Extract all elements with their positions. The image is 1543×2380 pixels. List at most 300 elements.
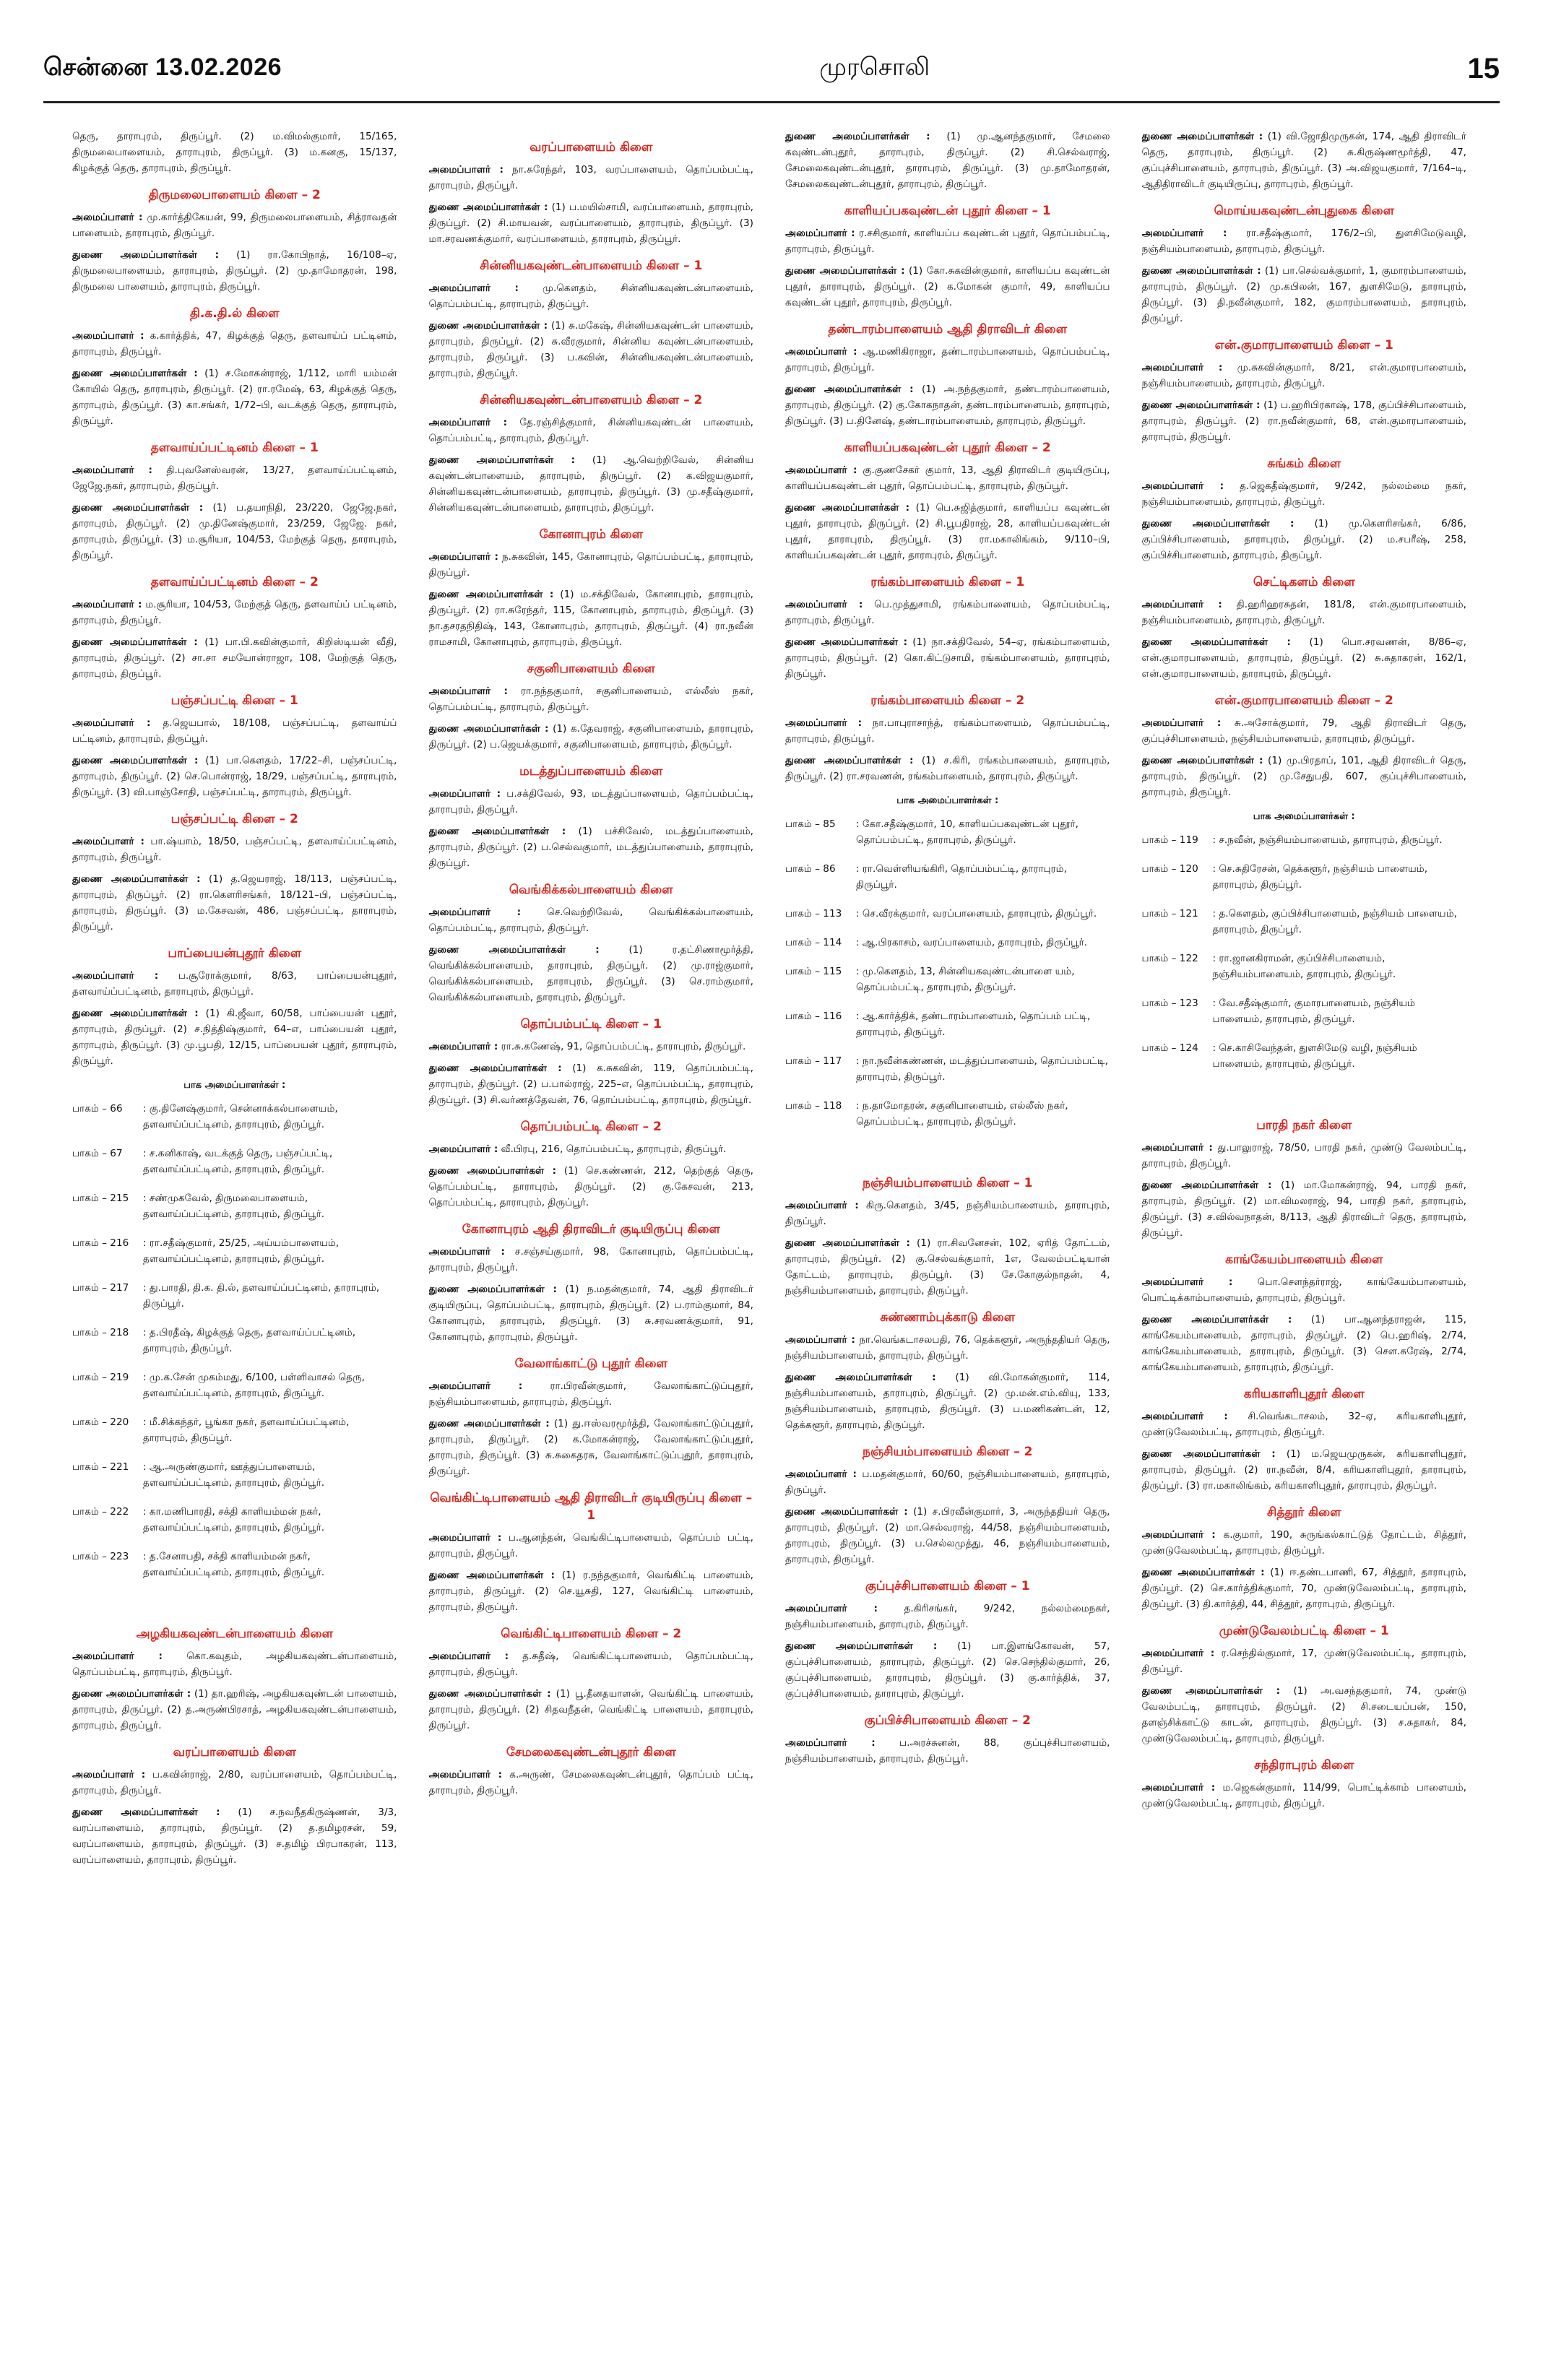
booth-organiser: : ரா.சதீஷ்குமார், 25/25, அய்யம்பாளையம், தளவாய்ப்பட்டினம், தாராபுரம், திருப்பூர். [143,1237,340,1265]
booth-number: பாகம் – 115 [785,966,842,977]
entry-paragraph [785,225,1110,257]
entry-text: (1) ப.ஹரிபிரகாஷ், 178, குப்பிச்சிபாளையம், தாராபுரம், திருப்பூர். (2) ரா.நவீன்குமார், 68, என்.குமாரபாளையம், தாராபுரம், திருப்பூர். [1141,399,1466,443]
booth-entry [1142,1040,1467,1072]
entry-text: (1) ச.மோகன்ராஜ், 1/112, மாரி யம்மன் கோயில் தெரு, தாராபுரம், திருப்பூர். (2) ரா.ரமேஷ், 63, கிழக்குத் தெரு, தாராபுரம், திருப்பூர். (3) கா.சங்கர், 1/72–பி, வடக்குத் தெரு, தாராபுரம், திருப்பூர். [72,368,397,427]
entry-paragraph [785,597,1110,628]
role-label: துணை அமைப்பாளர்கள் : [428,589,554,600]
booth-entry [72,1146,397,1177]
booth-entry [72,1325,397,1356]
booth-organiser: : ஆ.பிரகாசம், வரப்பாளையம், தாராபுரம், திருப்பூர். [856,937,1088,948]
role-label: அமைப்பாளர் : [428,1532,502,1544]
booth-number: பாகம் – 217 [72,1282,129,1294]
booth-number: பாகம் – 218 [72,1327,129,1338]
entry-text: (1) ரா.சிவனேசன், 102, ஏரித் தோட்டம், தாராபுரம், திருப்பூர். (2) கு.செல்வக்குமார், 1எ, வேலம்பட்டியான் தோட்டம், தாராபுரம், திருப்பூர். (3) சே.கோகுல்நாதன், 4, நஞ்சியம்பாளையம், தாராபுரம், திருப்பூர். [785,1237,1110,1297]
role-label: அமைப்பாளர் : [1141,1782,1216,1793]
booth-organiser: : கோ.சதீஷ்குமார், 10, காளியப்பகவுண்டன் புதூர், தொப்பம்பட்டி, தாராபுரம், திருப்பூர். [856,818,1079,846]
masthead [43,43,1500,94]
branch-heading: அழகியகவுண்டன்பாளையம் கிளை [136,1627,333,1641]
branch-heading: பாப்பையன்புதூர் கிளை [168,946,302,961]
booth-organiser: : சண்முகவேல், திருமலைபாளையம், தளவாய்ப்பட்டினம், தாராபுரம், திருப்பூர். [143,1193,325,1220]
booth-entry [1142,995,1467,1027]
entry-paragraph [1142,597,1467,628]
entry-text: மு.கௌதம், சின்னியகவுண்டன்பாளையம், தொப்பம்பட்டி, தாராபுரம், திருப்பூர். [428,282,753,310]
booth-entry [72,1190,397,1222]
booth-number: பாகம் – 124 [1141,1042,1198,1054]
role-label: துணை அமைப்பாளர்கள் : [785,1237,910,1249]
branch-heading: தொப்பம்பட்டி கிளை – 2 [520,1120,662,1134]
booth-entry [1142,832,1467,848]
booth-number: பாகம் – 121 [1141,908,1198,919]
entry-paragraph [429,1163,754,1211]
branch-heading: சுண்ணாம்புக்காடு கிளை [880,1310,1016,1325]
entry-text: ர.செந்தில்குமார், 17, முண்டுவேலம்பட்டி, தாராபுரம், திருப்பூர். [1141,1648,1466,1675]
entry-paragraph [429,1244,754,1276]
entry-text: (1) ச.பிரவீன்குமார், 3, அருந்ததியர் தெரு, தாராபுரம், திருப்பூர். (2) மா.செல்வராஜ், 44/58, நஞ்சியம்பாளையம், தாராபுரம், திருப்பூர். (3) ப.செல்லமுத்து, 46, நஞ்சியம்பாளையம், தாராபுரம், திருப்பூர். [785,1506,1110,1565]
entry-paragraph [429,415,754,446]
entry-text: (1) மா.மோகன்ராஜ், 94, பாரதி நகர், தாராபுரம், திருப்பூர். (2) மா.விமலராஜ், 94, பாரதி நகர், தாராபுரம், திருப்பூர். (3) ச.வில்வநாதன், 8/113, ஆதி திராவிடர் தெரு, தாராபுரம், திருப்பூர். [1141,1180,1466,1239]
entry-paragraph [72,634,397,682]
booth-number: பாகம் – 123 [1141,998,1198,1009]
entry-text: (1) கோ.சுகவின்குமார், காளியப்ப கவுண்டன் புதூர், தாராபுரம், திருப்பூர். (2) க.மோகன் குமார், 49, காளியப்ப கவுண்டன் புதூர், தாராபுரம், திருப்பூர். [785,265,1110,308]
entry-text: ம.ஜெகன்குமார், 114/99, பொட்டிக்காம் பாளையம், முண்டுவேலம்பட்டி, தாராபுரம், திருப்பூர். [1141,1782,1466,1809]
entry-paragraph [429,1416,754,1479]
entry-text: (1) கி.ஜீவா, 60/58, பாப்பையன் புதூர், தாராபுரம், திருப்பூர். (2) ச.நித்திஷ்குமார், 64–எ, பாப்பையன் புதூர், தாராபுரம், திருப்பூர். (3) மு.பூபதி, 12/15, பாப்பையன் புதூர், தாராபுரம், திருப்பூர். [72,1008,397,1067]
branch-heading: வேலாங்காட்டு புதூர் கிளை [514,1356,667,1371]
branch-heading: வெங்கிட்டிபாளையம் ஆதி திராவிடர் குடியிருப்பு கிளை – 1 [430,1491,753,1523]
entry-text: தெரு, தாராபுரம், திருப்பூர். (2) ம.விமல்குமார், 15/165, திருமலைபாளையம், தாராபுரம், திருப்பூர். (3) ம.கனகு, 15/137, கிழக்குத் தெரு, தாராபுரம், திருப்பூர். [72,131,397,174]
role-label: துணை அமைப்பாளர்கள் : [428,1165,557,1177]
entry-paragraph [429,1039,754,1055]
entry-text: செ.வெற்றிவேல், வெங்கிக்கல்பாளையம், தொப்பம்பட்டி, தாராபுரம், திருப்பூர். [428,906,753,934]
entry-paragraph [429,1141,754,1157]
entry-text: பொ.செளந்தர்ராஜ், காங்கேயம்பாளையம், பொட்டிக்காம்பாளையம், தாராபுரம், திருப்பூர். [1141,1276,1466,1304]
entry-paragraph [429,823,754,871]
booth-number: பாகம் – 216 [72,1237,129,1249]
role-label: துணை அமைப்பாளர்கள் : [785,265,905,277]
column-spacer [1142,1085,1467,1107]
entry-text: ஆ.மணிகிராஜா, தண்டாரம்பாளையம், தொப்பம்பட்டி, தாராபுரம், திருப்பூர். [785,346,1110,373]
column-3 [785,129,1110,2353]
booth-number: பாகம் – 117 [785,1055,842,1067]
entry-paragraph [72,1005,397,1069]
entry-paragraph [1142,129,1467,192]
article-columns [72,129,1466,2353]
role-label: துணை அமைப்பாளர்கள் : [72,1008,199,1019]
role-label: அமைப்பாளர் : [1141,1142,1213,1154]
role-label: துணை அமைப்பாளர்கள் : [785,1506,908,1518]
entry-paragraph [429,318,754,381]
entry-paragraph [785,1735,1110,1767]
booth-entry [72,1369,397,1401]
role-label: அமைப்பாளர் : [428,282,519,294]
entry-text: (1) அ.வசந்தகுமார், 74, முண்டு வேலம்பட்டி, தாராபுரம், திருப்பூர். (2) சி.சடையப்பன், 150, தளஞ்சிக்காட்டு காடன், தாராபுரம், திருப்பூர். (3) ச.சுதாகர், 84, முண்டுவேலம்பட்டி, தாராபுரம், திருப்பூர். [1141,1685,1466,1744]
role-label: அமைப்பாளர் : [72,1769,146,1780]
entry-text: (1) ந.மதன்குமார், 74, ஆதி திராவிடர் குடியிருப்பு, தொப்பம்பட்டி, தாராபுரம், திருப்பூர். (2) ப.ராம்குமார், 84, கோனாபுரம், தாராபுரம், திருப்பூர். (3) சு.சரவணக்குமார், 91, கோனாபுரம், தாராபுரம், திருப்பூர். [428,1284,753,1343]
role-label: துணை அமைப்பாளர்கள் : [72,1688,191,1700]
branch-heading: சித்தூர் கிளை [1267,1505,1341,1520]
booth-entry [785,1098,1110,1130]
entry-text: (1) பா.கௌதம், 17/22–சி, பஞ்சப்பட்டி, தாராபுரம், திருப்பூர். (2) செ.பொன்ராஜ், 18/29, பஞ்சப்பட்டி, தாராபுரம், திருப்பூர். (3) வி.பாஞ்சோதி, பஞ்சப்பட்டி, தாராபுரம், திருப்பூர். [72,755,397,798]
entry-text: (1) ம.ஜெயமுருகன், கரியகாளிபுதூர், தாராபுரம், திருப்பூர். (2) ரா.நவீன், 8/4, கரியகாளிபுதூர், தாராபுரம், திருப்பூர். (3) ரா.மகாலிங்கம், கரியகாளிபுதூர், தாராபுரம், திருப்பூர். [1141,1448,1466,1492]
branch-heading: பஞ்சப்பட்டி கிளை – 2 [170,812,298,826]
entry-paragraph [1142,397,1467,445]
booth-number: பாகம் – 221 [72,1461,129,1473]
entry-text: ச.சஞ்சய்குமார், 98, கோனாபுரம், தொப்பம்பட்டி, தாராபுரம், திருப்பூர். [428,1246,753,1273]
booth-number: பாகம் – 222 [72,1506,129,1518]
booth-organiser: : ரா.வெள்ளியங்கிரி, தொப்பம்பட்டி, தாராபுரம், திருப்பூர். [856,863,1067,891]
subsection-heading: பாக அமைப்பாளர்கள் : [183,1080,286,1091]
booth-entry [72,1504,397,1536]
entry-text: (1) பா.இளங்கோவன், 57, குப்புச்சிபாளையம், தாராபுரம், திருப்பூர். (2) செ.செந்தில்குமார், 26, குப்புச்சிபாளையம், தாராபுரம், திருப்பூர். (3) கு.கார்த்திக், 37, குப்புச்சிபாளையம், தாராபுரம், திருப்பூர். [785,1640,1110,1700]
booth-organiser: : செ.காசிவேந்தன், துளசிமேடு வழி, நஞ்சியம் பாளையம், தாராபுரம், திருப்பூர். [1212,1042,1417,1070]
booth-number: பாகம் – 215 [72,1193,129,1204]
entry-text: (1) ர.நந்தகுமார், வெங்கிட்டி பாளையம், தாராபுரம், திருப்பூர். (2) செ.யூசுதி, 127, வெங்கிட்டி பாளையம், தாராபுரம், திருப்பூர். [428,1570,753,1613]
branch-heading: நஞ்சியம்பாளையம் கிளை – 2 [863,1445,1033,1459]
entry-text: (1) அ.நந்தகுமார், தண்டாரம்பாளையம், தாராபுரம், திருப்பூர். (2) கு.கோகநாதன், தண்டாரம்பாளையம், தாராபுரம், திருப்பூர். (3) ப.தினேஷ், தண்டாரம்பாளையம், தாராபுரம், திருப்பூர். [785,384,1110,427]
entry-paragraph [1142,715,1467,747]
branch-heading: சேமலைகவுண்டன்புதூர் கிளை [506,1745,676,1760]
entry-text: (1) மு.பிரதாப், 101, ஆதி திராவிடர் தெரு, தாராபுரம், திருப்பூர். (2) மு.சேதுபதி, 607, குப்புச்சிபாளையம், தாராபுரம், திருப்பூர். [1141,755,1466,798]
entry-paragraph [785,1332,1110,1364]
entry-text: (1) க.சுகவின், 119, தொப்பம்பட்டி, தாராபுரம், திருப்பூர். (2) ப.பால்ராஜ், 225–எ, தொப்பம்பட்டி, தாராபுரம், திருப்பூர். (3) சி.வர்ணத்தேவன், 76, தொப்பம்பட்டி, தாராபுரம், திருப்பூர். [428,1063,753,1106]
entry-text: கொ.கவுதம், அழகியகவுண்டன்பாளையம், தொப்பம்பட்டி, தாராபுரம், திருப்பூர். [72,1650,397,1678]
entry-text: (1) ப.தயாநிதி, 23/220, ஜேஜே.நகர், தாராபுரம், திருப்பூர். (2) மு.தினேஷ்குமார், 23/259, ஜேஜே. நகர், தாராபுரம், திருப்பூர். (3) ம.சூரியா, 104/53, மேற்குத் தெரு, தாராபுரம், திருப்பூர். [72,502,397,561]
entry-text: ப.அரச்சுனன், 88, குப்புச்சிபாளையம், நஞ்சியம்பாளையம், தாராபுரம், திருப்பூர். [785,1737,1110,1765]
booth-organiser: : செ.வீரக்குமார், வரப்பாளையம், தாராபுரம், திருப்பூர். [856,908,1097,919]
branch-heading: காங்கேயம்பாளையம் கிளை [1225,1252,1383,1267]
branch-heading: பாரதி நகர் கிளை [1256,1118,1352,1133]
entry-paragraph [72,247,397,295]
role-label: துணை அமைப்பாளர்கள் : [72,873,201,885]
entry-paragraph [785,1369,1110,1433]
booth-organiser: : நா.நவீன்கண்ணன், மடத்துப்பாளையம், தொப்பம்பட்டி, தாராபுரம், திருப்பூர். [856,1055,1108,1083]
entry-paragraph [785,634,1110,682]
role-label: துணை அமைப்பாளர்கள் : [1141,265,1261,277]
branch-heading: சகுனிபாளையம் கிளை [527,662,655,676]
role-label: அமைப்பாளர் : [785,464,857,476]
entry-paragraph [1142,1274,1467,1306]
role-label: அமைப்பாளர் : [785,1200,859,1211]
role-label: துணை அமைப்பாளர்கள் : [428,454,576,466]
booth-organiser: : த.சேனாபதி, சக்தி காளியம்மன் நகர், தளவாய்ப்பட்டினம், தாராபுரம், திருப்பூர். [143,1551,325,1578]
booth-organiser: : ரா.ஜானகிராமன், குப்பிச்சிபாளையம், நஞ்சியம்பாளையம், தாராபுரம், திருப்பூர். [1212,953,1396,980]
entry-paragraph [1142,478,1467,510]
entry-text: ரா.சதீஷ்குமார், 176/2–பி, துளசிமேடுவழி, நஞ்சியம்பாளையம், தாராபுரம், திருப்பூர். [1141,228,1466,255]
entry-text: பா.ஷ்யாம், 18/50, பஞ்சப்பட்டி, தளவாய்ப்பட்டினம், தாராபுரம், திருப்பூர். [72,836,397,863]
role-label: அமைப்பாளர் : [428,1769,503,1780]
branch-heading: திருமலைபாளையம் கிளை – 2 [148,188,321,202]
entry-text: ம.சூரியா, 104/53, மேற்குத் தெரு, தளவாய்ப் பட்டினம், தாராபுரம், திருப்பூர். [72,599,397,626]
role-label: அமைப்பாளர் : [428,1650,509,1662]
header-rule [43,101,1500,103]
booth-number: பாகம் – 86 [785,863,836,875]
entry-paragraph [1142,1780,1467,1812]
booth-organiser: : த.கௌதம், குப்பிச்சிபாளையம், நஞ்சியம் பாளையம், தாராபுரம், திருப்பூர். [1212,908,1457,935]
entry-text: (1) ம.சக்திவேல், கோனாபுரம், தாராபுரம், திருப்பூர். (2) ரா.சுரேந்தர், 115, கோனாபுரம், தாராபுரம், திருப்பூர். (3) நா.தசரதநிதிஷ், 143, கோனாபுரம், தாராபுரம், திருப்பூர். (4) ரா.நவீன் ராமசாமி, கோனாபுரம், தாராபுரம், திருப்பூர். [428,589,753,648]
entry-paragraph [785,715,1110,747]
entry-text: து.பாலுராஜ், 78/50, பாரதி நகர், முண்டு வேலம்பட்டி, தாராபுரம், திருப்பூர். [1141,1142,1466,1169]
entry-paragraph [1142,1177,1467,1241]
column-spacer [785,1143,1110,1164]
entry-paragraph [1142,1645,1467,1677]
role-label: அமைப்பாளர் : [1141,1648,1215,1659]
booth-entry [785,935,1110,951]
entry-text: ரா.நந்தகுமார், சகுனிபாளையம், எல்லீஸ் நகர், தொப்பம்பட்டி, தாராபுரம், திருப்பூர். [428,685,753,713]
entry-paragraph [72,365,397,429]
branch-heading: காளியப்பகவுண்டன் புதூர் கிளை – 2 [844,441,1051,455]
entry-text: (1) நா.சக்திவேல், 54–ஏ, ரங்கம்பாளையம், தாராபுரம், திருப்பூர். (2) கொ.கிட்டுசாமி, ரங்கம்பாளையம், தாராபுரம், திருப்பூர். [785,636,1110,680]
role-label: துணை அமைப்பாளர்கள் : [1141,636,1291,648]
page-number: 15 [1467,52,1500,85]
branch-heading: வெங்கிட்டிபாளையம் கிளை – 2 [501,1627,682,1641]
branch-heading: தளவாய்ப்பட்டினம் கிளை – 1 [150,441,319,455]
entry-text: ப.மதன்குமார், 60/60, நஞ்சியம்பாளையம், தாராபுரம், திருப்பூர். [785,1468,1110,1496]
entry-text: ப.சூரோக்குமார், 8/63, பாப்பையன்புதூர், தளவாய்ப்பட்டினம், தாராபுரம், திருப்பூர். [72,970,397,998]
edition-date: சென்னை 13.02.2026 [43,53,282,81]
entry-paragraph [429,587,754,650]
role-label: துணை அமைப்பாளர்கள் : [785,1640,938,1652]
role-label: துணை அமைப்பாளர்கள் : [72,1806,220,1818]
entry-paragraph [72,1767,397,1799]
entry-paragraph [785,381,1110,429]
entry-text: (1) க.தேவராஜ், சகுனிபாளையம், தாராபுரம், திருப்பூர். (2) ப.ஜெயக்குமார், சகுனிபாளையம், தாராபுரம், திருப்பூர். [428,723,753,750]
entry-paragraph [429,549,754,581]
entry-text: நா.பாபுராசாந்த், ரங்கம்பாளையம், தொப்பம்பட்டி, தாராபுரம், திருப்பூர். [785,717,1110,745]
role-label: துணை அமைப்பாளர்கள் : [1141,1685,1281,1697]
entry-paragraph [785,1235,1110,1299]
column-1 [72,129,397,2353]
entry-text: சு.அசோக்குமார், 79, ஆதி திராவிடர் தெரு, குப்புச்சிபாளையம், நஞ்சியம்பாளையம், தாராபுரம், திருப்பூர். [1141,717,1466,745]
booth-number: பாகம் – 114 [785,937,842,948]
entry-paragraph [785,1601,1110,1632]
role-label: அமைப்பாளர் : [1141,228,1227,239]
branch-heading: சந்திராபுரம் கிளை [1254,1758,1354,1773]
branch-heading: தண்டாரம்பாளையம் ஆதி திராவிடர் கிளை [828,322,1068,337]
entry-text: ப.சக்திவேல், 93, மடத்துப்பாளையம், தொப்பம்பட்டி, தாராபுரம், திருப்பூர். [428,788,753,815]
booth-number: பாகம் – 119 [1141,834,1198,846]
entry-paragraph [429,683,754,715]
branch-heading: தி.க.தி.ல் கிளை [190,306,280,321]
booth-entry [1142,861,1467,893]
entry-paragraph [72,968,397,1000]
role-label: அமைப்பாளர் : [72,599,142,610]
branch-heading: என்.குமாரபாளையம் கிளை – 1 [1214,338,1393,352]
booth-number: பாகம் – 219 [72,1372,129,1383]
booth-organiser: : மு.கௌதம், 13, சின்னியகவுண்டன்பாளை யம், தொப்பம்பட்டி, தாராபுரம், திருப்பூர். [856,966,1075,993]
entry-paragraph [72,834,397,865]
booth-organiser: : ச.கனிகாஷ், வடக்குத் தெரு, பஞ்சப்பட்டி, தளவாய்ப்பட்டினம், தாராபுரம், திருப்பூர். [143,1148,333,1175]
role-label: அமைப்பாளர் : [1141,1276,1233,1288]
entry-text: (1) வி.மோகன்குமார், 114, நஞ்சியம்பாளையம், தாராபுரம், திருப்பூர். (2) மு.மன்.எம்.வியு, 133, நஞ்சியம்பாளையம், தாராபுரம், திருப்பூர். (3) ப.மணிகண்டன், 12, தெக்களூர், தாராபுரம், திருப்பூர். [785,1372,1110,1431]
booth-entry [1142,906,1467,938]
role-label: துணை அமைப்பாளர்கள் : [428,1418,550,1429]
entry-text: (1) பா.செல்வக்குமார், 1, குமாரம்பாளையம், தாராபுரம், திருப்பூர். (2) மு.கபிலன், 167, துளசிமேடு, தாராபுரம், திருப்பூர். (3) தி.நவீன்குமார், 182, குமாரம்பாளையம், தாராபுரம், திருப்பூர். [1141,265,1466,324]
entry-paragraph [1142,753,1467,800]
entry-paragraph [72,209,397,241]
entry-paragraph [1142,516,1467,563]
booth-organiser: : வே.சதீஷ்குமார், குமாரபாளையம், நஞ்சியம் பாளையம், தாராபுரம், திருப்பூர். [1212,998,1415,1025]
newspaper-name: முரசொலி [819,53,930,82]
entry-paragraph [72,1686,397,1734]
role-label: அமைப்பாளர் : [785,228,855,239]
branch-heading: குப்பிச்சிபாளையம் கிளை – 2 [864,1713,1032,1728]
entry-text: ரா.பிரவீன்குமார், வேலாங்காட்டுப்புதூர், நஞ்சியம்பாளையம், தாராபுரம், திருப்பூர். [428,1380,753,1408]
branch-heading: சுங்கம் கிளை [1267,456,1341,471]
entry-paragraph [785,344,1110,376]
role-label: அமைப்பாளர் : [785,1603,878,1614]
branch-heading: என்.குமாரபாளையம் கிளை – 2 [1214,693,1393,708]
role-label: துணை அமைப்பாளர்கள் : [1141,1314,1292,1325]
entry-text: க.கார்த்திக், 47, கிழக்குத் தெரு, தளவாய்ப் பட்டினம், தாராபுரம், திருப்பூர். [72,330,397,358]
entry-text: கு.குணசேகர் குமார், 13, ஆதி திராவிடர் குடியிருப்பு, காளியப்பகவுண்டன் புதூர், தொப்பம்பட்டி, தாராபுரம், திருப்பூர். [785,464,1110,492]
role-label: துணை அமைப்பாளர்கள் : [785,384,914,395]
role-label: துணை அமைப்பாளர்கள் : [1141,1567,1265,1578]
entry-text: ப.கவின்ராஜ், 2/80, வரப்பாளையம், தொப்பம்பட்டி, தாராபுரம், திருப்பூர். [72,1769,397,1796]
branch-heading: கரியகாளிபுதூர் கிளை [1243,1387,1365,1401]
column-2 [429,129,754,2353]
branch-heading: சின்னியகவுண்டன்பாளையம் கிளை – 2 [480,393,703,407]
role-label: அமைப்பாளர் : [785,1737,876,1749]
entry-text: த.கிரிசங்கர், 9/242, நல்லம்மைநகர், நஞ்சியம்பாளையம், தாராபுரம், திருப்பூர். [785,1603,1110,1630]
entry-paragraph [785,753,1110,784]
entry-paragraph [429,1686,754,1734]
entry-text: (1) பொ.சரவணன், 8/86–ஏ, என்.குமாரபாளையம், தாராபுரம், திருப்பூர். (2) சு.சுதாகரன், 162/1, என்.குமாரபாளையம், தாராபுரம், திருப்பூர். [1141,636,1466,680]
booth-entry [72,1280,397,1312]
entry-paragraph [429,904,754,936]
booth-organiser: : மீ.சிக்கந்தர், பூங்கா நகர், தளவாய்ப்பட்டினம், தாராபுரம், திருப்பூர். [143,1416,350,1444]
entry-text: (1) பூ.தீனதயாளன், வெங்கிட்டி பாளையம், தாராபுரம், திருப்பூர். (2) சிதவநீதன், வெங்கிட்டி பாளையம், தாராபுரம், திருப்பூர். [428,1688,753,1731]
branch-heading: வரப்பாளையம் கிளை [173,1745,296,1760]
entry-paragraph [785,129,1110,192]
role-label: துணை அமைப்பாளர்கள் : [72,249,220,261]
entry-paragraph [72,597,397,628]
entry-paragraph [785,1504,1110,1567]
booth-number: பாகம் – 122 [1141,953,1198,964]
entry-paragraph [1142,1446,1467,1494]
role-label: துணை அமைப்பாளர்கள் : [785,502,910,514]
entry-text: த.ஜெகதீஷ்குமார், 9/242, நல்லம்மை நகர், நஞ்சியம்பாளையம், தாராபுரம், திருப்பூர். [1141,480,1466,508]
branch-heading: தொப்பம்பட்டி கிளை – 1 [520,1017,662,1031]
role-label: துணை அமைப்பாளர்கள் : [428,723,549,735]
entry-paragraph [72,1648,397,1680]
role-label: துணை அமைப்பாளர்கள் : [428,202,548,213]
role-label: அமைப்பாளர் : [428,417,508,428]
role-label: அமைப்பாளர் : [72,1650,163,1662]
role-label: துணை அமைப்பாளர்கள் : [428,826,566,837]
role-label: அமைப்பாளர் : [428,1041,498,1052]
role-label: அமைப்பாளர் : [1141,599,1222,610]
branch-heading: மொய்யகவுண்டன்புதுகை கிளை [1214,204,1394,218]
entry-paragraph [429,1060,754,1108]
entry-paragraph [72,328,397,360]
role-label: அமைப்பாளர் : [428,685,508,697]
booth-organiser: : மு.க.சேன் முகம்மது, 6/100, பள்ளிவாசல் தெரு, தளவாய்ப்பட்டினம், தாராபுரம், திருப்பூர். [143,1372,365,1399]
role-label: துணை அமைப்பாளர்கள் : [785,755,914,766]
entry-paragraph [785,263,1110,311]
column-4 [1142,129,1467,2353]
role-label: அமைப்பாளர் : [72,330,144,342]
entry-paragraph [1142,1527,1467,1559]
role-label: அமைப்பாளர் : [72,970,159,982]
booth-organiser: : ந.தாமோதரன், சகுனிபாளையம், எல்லீஸ் நகர், தொப்பம்பட்டி, தாராபுரம், திருப்பூர். [856,1100,1068,1128]
role-label: துணை அமைப்பாளர்கள் : [428,1284,557,1295]
booth-number: பாகம் – 116 [785,1011,842,1022]
entry-paragraph [72,129,397,176]
role-label: துணை அமைப்பாளர்கள் : [72,755,199,766]
entry-text: (1) பா.பி.கவின்குமார், கிறிஸ்டியன் வீதி, தாராபுரம், திருப்பூர். (2) சா.சா சமயோன்ராஜா, 108, மேற்குத் தெரு, தாராபுரம், திருப்பூர். [72,636,397,680]
entry-text: க.குமார், 190, சுருங்கல்காட்டுத் தோட்டம், சித்தூர், முண்டுவேலம்பட்டி, தாராபுரம், திருப்பூர். [1141,1529,1466,1557]
entry-text: (1) மு.கௌரிசங்கர், 6/86, குப்பிச்சிபாளையம், தாராபுரம், திருப்பூர். (2) ம.சபரீஷ், 258, குப்பிச்சிபாளையம், தாராபுரம், திருப்பூர். [1141,518,1466,561]
entry-paragraph [72,462,397,494]
branch-heading: தளவாய்ப்பட்டினம் கிளை – 2 [150,575,319,589]
entry-text: (1) ஆ.வெற்றிவேல், சின்னிய கவுண்டன்பாளையம், தாராபுரம், திருப்பூர். (2) க.விஜயகுமார், சின்னியகவுண்டன்பாளையம், தாராபுரம், திருப்பூர். (3) மு.சதீஷ்குமார், சின்னியகவுண்டன்பாளையம், தாராபுரம், திருப்பூர். [428,454,753,514]
entry-text: சி.வெங்கடாசலம், 32–ஏ, கரியகாளிபுதூர், முண்டுவேலம்பட்டி, தாராபுரம், திருப்பூர். [1141,1411,1466,1438]
role-label: துணை அமைப்பாளர்கள் : [428,1570,555,1581]
role-label: துணை அமைப்பாளர்கள் : [1141,399,1261,411]
entry-paragraph [72,1804,397,1868]
entry-paragraph [1142,1140,1467,1172]
entry-paragraph [1142,1312,1467,1375]
entry-text: பெ.முத்துசாமி, ரங்கம்பாளையம், தொப்பம்பட்டி, தாராபுரம், திருப்பூர். [785,599,1110,626]
entry-paragraph [429,1281,754,1345]
booth-entry [785,1053,1110,1085]
entry-text: (1) சு.மகேஷ், சின்னியகவுண்டன் பாளையம், தாராபுரம், திருப்பூர். (2) சு.வீரகுமார், சின்னிய கவுண்டன்பாளையம், தாராபுரம், திருப்பூர். (3) ப.கவின், சின்னியகவுண்டன்பாளையம், தாராபுரம், திருப்பூர். [428,320,753,379]
booth-number: பாகம் – 113 [785,908,842,919]
entry-text: (1) மு.ஆனந்தகுமார், சேமலை கவுண்டன்புதூர், தாராபுரம், திருப்பூர். (2) சி.செல்வராஜ், சேமலைகவுண்டன்புதூர், தாராபுரம், திருப்பூர். (3) மு.தாமோதரன், சேமலைகவுண்டன்புதூர், தாராபுரம், திருப்பூர். [785,131,1110,190]
entry-text: (1) ஈ.தண்டபாணி, 67, சித்தூர், தாராபுரம், திருப்பூர். (2) செ.கார்த்திக்குமார், 70, முண்டுவேலம்பட்டி, தாராபுரம், திருப்பூர். (3) தி.கார்த்தி, 44, சித்தூர், தாராபுரம், திருப்பூர். [1141,1567,1466,1610]
role-label: அமைப்பாளர் : [785,346,857,358]
branch-heading: வரப்பாளையம் கிளை [530,140,653,155]
branch-heading: கோனாபுரம் ஆதி திராவிடர் குடியிருப்பு கிளை [462,1222,720,1237]
entry-paragraph [429,199,754,247]
entry-text: (1) செ.கண்ணன், 212, தெற்குத் தெரு, தொப்பம்பட்டி, தாராபுரம், திருப்பூர். (2) கு.கேசவன், 213, தொப்பம்பட்டி, தாராபுரம், திருப்பூர். [428,1165,753,1208]
entry-paragraph [429,452,754,516]
subsection-heading: பாக அமைப்பாளர்கள் : [896,795,999,806]
role-label: துணை அமைப்பாளர்கள் : [428,944,600,956]
role-label: துணை அமைப்பாளர்கள் : [1141,755,1263,766]
entry-text: த.ஜெயபால், 18/108, பஞ்சப்பட்டி, தளவாய்ப் பட்டினம், தாராபுரம், திருப்பூர். [72,717,397,745]
entry-paragraph [72,871,397,935]
role-label: அமைப்பாளர் : [785,1334,855,1346]
entry-text: (1) ச.நவநீதகிருஷ்ணன், 3/3, வரப்பாளையம், தாராபுரம், திருப்பூர். (2) த.தமிழரசன், 59, வரப்பாளையம், தாராபுரம், திருப்பூர். (3) ச.தமிழ் பிரபாகரன், 113, வரப்பாளையம், தாராபுரம், திருப்பூர். [72,1806,397,1866]
booth-organiser: : செ.சுதிரேசன், தெக்களூர், நஞ்சியம் பாளையம், தாராபுரம், திருப்பூர். [1212,863,1428,891]
branch-heading: முண்டுவேலம்பட்டி கிளை – 1 [1219,1624,1389,1638]
branch-heading: பஞ்சப்பட்டி கிளை – 1 [170,693,298,708]
entry-text: தி.புவனேஸ்வரன், 13/27, தளவாய்ப்பட்டினம், ஜேஜே.நகர், தாராபுரம், திருப்பூர். [72,464,397,492]
role-label: துணை அமைப்பாளர்கள் : [1141,1180,1272,1191]
booth-number: பாகம் – 67 [72,1148,123,1159]
entry-text: (1) தா.ஹரிஷ், அழகியகவுண்டன் பாளையம், தாராபுரம், திருப்பூர். (2) த.அருண்பிரசாத், அழகியகவுண்டன்பாளையம், தாராபுரம், திருப்பூர். [72,1688,397,1731]
role-label: அமைப்பாளர் : [428,906,522,918]
entry-text: கிரு.கௌதம், 3/45, நஞ்சியம்பாளையம், தாராபுரம், திருப்பூர். [785,1200,1110,1227]
role-label: அமைப்பாளர் : [72,464,152,476]
entry-text: (1) வி.ஜோதிமுருகன், 174, ஆதி திராவிடர் தெரு, தாராபுரம், திருப்பூர். (2) சு.கிருஷ்ணமூர்த்தி, 47, குப்புச்சிபாளையம், தாராபுரம், திருப்பூர். (3) அ.விஜயகுமார், 7/164–டி, ஆதிதிராவிடர் குடியிருப்பு, தாராபுரம், திருப்பூர். [1141,131,1466,190]
booth-number: பாகம் – 118 [785,1100,842,1112]
role-label: அமைப்பாளர் : [1141,717,1222,729]
entry-paragraph [429,721,754,753]
entry-text: (1) ச.கிரி, ரங்கம்பாளையம், தாராபுரம், திருப்பூர். (2) ரா.சரவணன், ரங்கம்பாளையம், தாராபுரம், திருப்பூர். [785,755,1110,782]
branch-heading: நஞ்சியம்பாளையம் கிளை – 1 [863,1176,1033,1190]
booth-number: பாகம் – 66 [72,1103,123,1115]
booth-entry [1142,951,1467,982]
entry-text: வீ.பிரபு, 216, தொப்பம்பட்டி, தாராபுரம், திருப்பூர். [501,1143,727,1155]
entry-text: தே.ரஞ்சித்குமார், சின்னியகவுண்டன் பாளையம், தொப்பம்பட்டி, தாராபுரம், திருப்பூர். [428,417,753,444]
branch-heading: சின்னியகவுண்டன்பாளையம் கிளை – 1 [480,259,703,273]
entry-paragraph [429,162,754,194]
role-label: துணை அமைப்பாளர்கள் : [1141,131,1263,142]
role-label: துணை அமைப்பாளர்கள் : [72,502,204,514]
entry-paragraph [1142,1683,1467,1747]
